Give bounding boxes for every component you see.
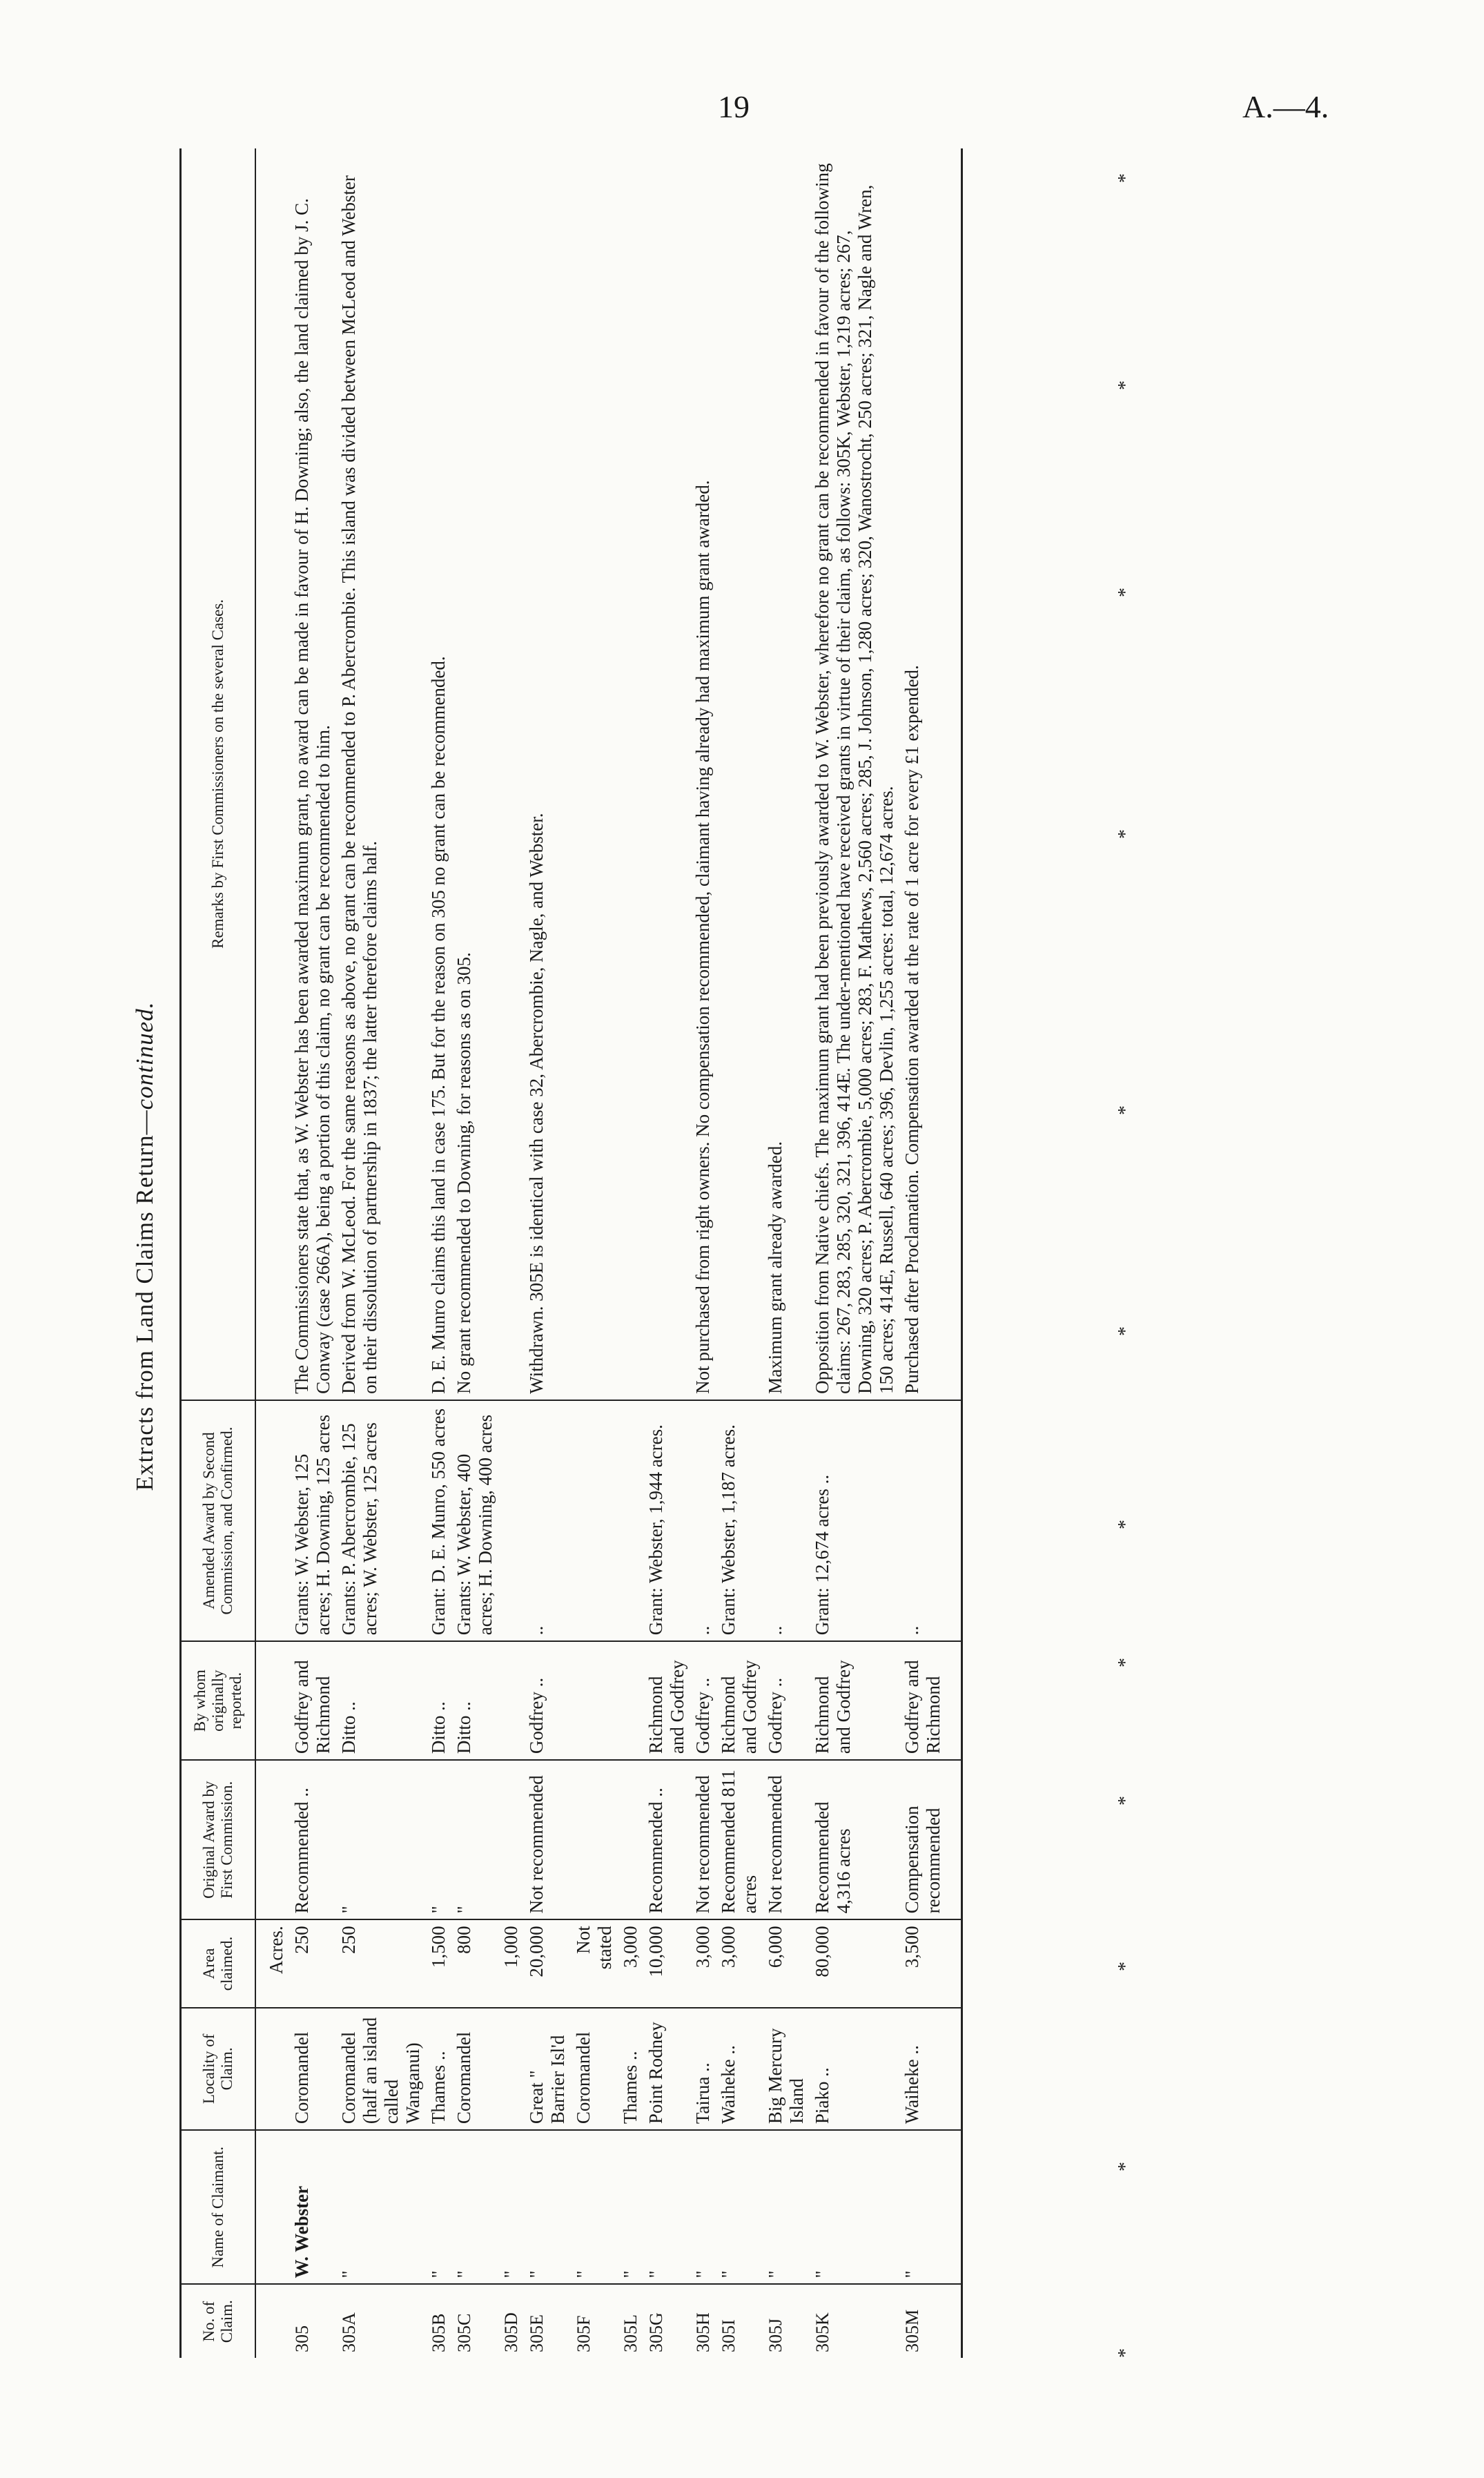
cell-original-award: Recommended 4,316 acres	[810, 1760, 899, 1919]
header-area: Area claimed.	[181, 1919, 256, 2007]
cell-claim-no: 305B	[429, 2313, 449, 2352]
cell-by-whom: Richmond and Godfrey	[643, 1641, 690, 1760]
cell-remarks: Maximum grant already awarded.	[763, 148, 810, 1400]
cell-by-whom: Richmond and Godfrey	[810, 1641, 899, 1760]
cell-original-award: Recommended ..	[289, 1760, 336, 1919]
cell-area: 250	[336, 1919, 426, 2007]
cell-claimant-name: "	[618, 2130, 643, 2284]
area-unit: Acres.	[255, 1919, 289, 2007]
cell-claim-no: 305	[292, 2325, 312, 2352]
asterisk-mark: *	[1115, 2159, 1136, 2171]
cell-claimant-name: "	[716, 2130, 763, 2284]
asterisk-mark: *	[1115, 1517, 1136, 1529]
document-reference: A.—4.	[1242, 89, 1329, 124]
cell-locality: Coromandel	[451, 2008, 498, 2131]
cell-claim-no: 305H	[693, 2312, 713, 2352]
cell-claim-no: 305I	[719, 2319, 739, 2352]
table-row	[810, 148, 899, 2358]
cell-by-whom: Godfrey ..	[690, 1641, 716, 1760]
cell-locality: Big Mercury Island	[763, 2008, 810, 2131]
table-row	[451, 148, 498, 2358]
cell-locality: Thames ..	[618, 2008, 643, 2131]
cell-by-whom: Ditto ..	[451, 1641, 498, 1760]
cell-amended-award: Grants: W. Webster, 125 acres; H. Downing, 125 acres	[289, 1400, 336, 1641]
cell-remarks: Opposition from Native chiefs. The maximum grant had been previously awarded to W. Webster, wherefore no grant can be recommended in favour of the following claims: 267, 283, 285, 320, 321, 396, 414E. The under-mentioned have received grants in virtue of their claim, as follows: 305K, Webster, 1,219 acres; 267, Downing, 320 acres; P. Abercrombie, 5,000 acres; 283, F. Mathews, 2,560 acres; 285, J. Johnson, 1,280 acres; 320, Wanostrocht, 250 acres; 321, Nagle and Wren, 150 acres; 414E, Russell, 640 acres; 396, Devlin, 1,255 acres: total, 12,674 acres.	[810, 148, 899, 1400]
cell-claim-no: 305K	[812, 2312, 832, 2352]
cell-original-award	[618, 1760, 643, 1919]
cell-original-award: Not recommended	[763, 1760, 810, 1919]
cell-claimant-name: "	[763, 2130, 810, 2284]
cell-by-whom: Ditto ..	[426, 1641, 451, 1760]
table-row	[524, 148, 571, 2358]
cell-remarks: D. E. Munro claims this land in case 175. But for the reason on 305 no grant can be recommended.	[426, 148, 451, 1400]
cell-claim-no: 305J	[765, 2318, 785, 2352]
header-remarks: Remarks by First Commissioners on the several Cases.	[181, 148, 256, 1400]
cell-locality: Thames ..	[426, 2008, 451, 2131]
header-locality: Locality of Claim.	[181, 2008, 256, 2131]
cell-area: 250	[289, 1919, 336, 2007]
table-row	[571, 148, 618, 2358]
asterisk-mark: *	[1115, 585, 1136, 597]
cell-locality: Coromandel	[571, 2008, 618, 2131]
header-no: No. of Claim.	[181, 2284, 256, 2358]
cell-locality: Coromandel (half an island called Wanganui)	[336, 2008, 426, 2131]
cell-claim-no: 305L	[621, 2314, 641, 2352]
cell-claim-no: 305C	[454, 2313, 474, 2352]
rotated-page-body	[131, 135, 1146, 2358]
cell-locality: Great " Barrier Isl'd	[524, 2008, 571, 2131]
cell-claimant-name: "	[810, 2130, 899, 2284]
cell-locality: Coromandel	[289, 2008, 336, 2131]
cell-original-award: "	[451, 1760, 498, 1919]
cell-original-award: Not recommended	[524, 1760, 571, 1919]
cell-claimant-name: "	[571, 2130, 618, 2284]
units-row	[255, 148, 289, 2358]
cell-area: 3,500	[899, 1919, 962, 2007]
table-row	[426, 148, 451, 2358]
cell-area: 1,000	[498, 1919, 524, 2007]
header-amended-award: Amended Award by Second Commission, and Confirmed.	[181, 1400, 256, 1641]
table-body	[255, 148, 962, 2358]
cell-locality: Waiheke ..	[716, 2008, 763, 2131]
cell-remarks: Not purchased from right owners. No compensation recommended, claimant having already had maximum grant awarded.	[690, 148, 716, 1400]
table-row	[289, 148, 336, 2358]
cell-area: 10,000	[643, 1919, 690, 2007]
table-row	[716, 148, 763, 2358]
asterisk-mark: *	[1115, 171, 1136, 183]
cell-area: 6,000	[763, 1919, 810, 2007]
asterisk-mark: *	[1115, 826, 1136, 839]
cell-by-whom: Godfrey and Richmond	[899, 1641, 962, 1760]
cell-by-whom: Ditto ..	[336, 1641, 426, 1760]
cell-remarks: Purchased after Proclamation. Compensation awarded at the rate of 1 acre for every £1 expended.	[899, 148, 962, 1400]
cell-claim-no: 305A	[339, 2312, 359, 2352]
cell-original-award: "	[426, 1760, 451, 1919]
land-claims-table	[179, 148, 963, 2358]
table-row	[618, 148, 643, 2358]
table-row	[498, 148, 524, 2358]
cell-remarks	[498, 148, 524, 1400]
cell-locality: Waiheke ..	[899, 2008, 962, 2131]
asterisk-mark: *	[1115, 1655, 1136, 1667]
cell-claim-no: 305G	[646, 2312, 666, 2352]
table-header-row	[181, 148, 256, 2358]
cell-locality	[498, 2008, 524, 2131]
cell-amended-award: Grant: 12,674 acres ..	[810, 1400, 899, 1641]
header-original-award: Original Award by First Commission.	[181, 1760, 256, 1919]
cell-amended-award: Grant: D. E. Munro, 550 acres	[426, 1400, 451, 1641]
cell-amended-award	[571, 1400, 618, 1641]
cell-by-whom: Godfrey and Richmond	[289, 1641, 336, 1760]
cell-area: 80,000	[810, 1919, 899, 2007]
header-name: Name of Claimant.	[181, 2130, 256, 2284]
cell-remarks: Derived from W. McLeod. For the same reasons as above, no grant can be recommended to P. Abercrombie. This island was divided between McLeod and Webster on their dissolution of partnership in 1837; the latter therefore claims half.	[336, 148, 426, 1400]
cell-remarks: The Commissioners state that, as W. Webster has been awarded maximum grant, no award can be made in favour of H. Downing; also, the land claimed by J. C. Conway (case 266A), being a portion of this claim, no grant can be recommended to him.	[289, 148, 336, 1400]
cell-original-award	[498, 1760, 524, 1919]
cell-by-whom	[618, 1641, 643, 1760]
cell-claimant-name: "	[690, 2130, 716, 2284]
cell-amended-award: ..	[763, 1400, 810, 1641]
cell-by-whom	[571, 1641, 618, 1760]
cell-area: Not stated	[571, 1919, 618, 2007]
table-row	[336, 148, 426, 2358]
cell-locality: Tairua ..	[690, 2008, 716, 2131]
cell-claimant-name: "	[451, 2130, 498, 2284]
cell-claim-no: 305M	[902, 2309, 922, 2352]
title-text: Extracts from Land Claims Return—	[131, 1110, 158, 1491]
cell-claimant-name: "	[524, 2130, 571, 2284]
cell-area: 20,000	[524, 1919, 571, 2007]
asterisk-mark: *	[1115, 1103, 1136, 1115]
cell-locality: Point Rodney	[643, 2008, 690, 2131]
cell-locality: Piako ..	[810, 2008, 899, 2131]
cell-remarks: Withdrawn. 305E is identical with case 32, Abercrombie, Nagle, and Webster.	[524, 148, 571, 1400]
cell-claimant-name: "	[336, 2130, 426, 2284]
cell-by-whom: Godfrey ..	[763, 1641, 810, 1760]
cell-amended-award	[618, 1400, 643, 1641]
asterisk-mark: *	[1115, 1793, 1136, 1806]
page-number: 19	[718, 89, 750, 124]
cell-remarks	[618, 148, 643, 1400]
cell-by-whom	[498, 1641, 524, 1760]
cell-claim-no: 305F	[574, 2315, 594, 2352]
cell-amended-award: ..	[899, 1400, 962, 1641]
cell-claim-no: 305D	[501, 2312, 521, 2352]
cell-original-award: "	[336, 1760, 426, 1919]
cell-claimant-name: "	[498, 2130, 524, 2284]
cell-amended-award: Grants: W. Webster, 400 acres; H. Downing, 400 acres	[451, 1400, 498, 1641]
cell-area: 3,000	[690, 1919, 716, 2007]
title-continued: continued.	[131, 1001, 158, 1110]
table-row	[643, 148, 690, 2358]
cell-area: 3,000	[618, 1919, 643, 2007]
cell-amended-award: Grant: Webster, 1,944 acres.	[643, 1400, 690, 1641]
cell-original-award	[571, 1760, 618, 1919]
cell-claimant-name: W. Webster	[289, 2130, 336, 2284]
cell-remarks	[643, 148, 690, 1400]
page-title	[131, 135, 159, 2358]
cell-amended-award: Grant: Webster, 1,187 acres.	[716, 1400, 763, 1641]
cell-amended-award: ..	[690, 1400, 716, 1641]
asterisk-mark: *	[1115, 1324, 1136, 1336]
table-row	[690, 148, 716, 2358]
cell-amended-award: ..	[524, 1400, 571, 1641]
cell-remarks: No grant recommended to Downing, for reasons as on 305.	[451, 148, 498, 1400]
cell-area: 3,000	[716, 1919, 763, 2007]
cell-claim-no: 305E	[527, 2314, 547, 2352]
cell-area: 800	[451, 1919, 498, 2007]
asterisk-mark: *	[1115, 2345, 1136, 2358]
cell-amended-award	[498, 1400, 524, 1641]
asterisk-mark: *	[1115, 378, 1136, 390]
cell-area: 1,500	[426, 1919, 451, 2007]
cell-claimant-name: "	[899, 2130, 962, 2284]
table-row	[899, 148, 962, 2358]
cell-claimant-name: "	[426, 2130, 451, 2284]
cell-remarks	[571, 148, 618, 1400]
cell-amended-award: Grants: P. Abercrombie, 125 acres; W. Webster, 125 acres	[336, 1400, 426, 1641]
cell-original-award: Not recommended	[690, 1760, 716, 1919]
cell-original-award: Recommended 811 acres	[716, 1760, 763, 1919]
cell-original-award: Recommended ..	[643, 1760, 690, 1919]
cell-original-award: Compensation recommended	[899, 1760, 962, 1919]
cell-claimant-name: "	[643, 2130, 690, 2284]
asterisk-mark: *	[1115, 1959, 1136, 1971]
cell-remarks	[716, 148, 763, 1400]
header-by-whom: By whom originally reported.	[181, 1641, 256, 1760]
cell-by-whom: Richmond and Godfrey	[716, 1641, 763, 1760]
cell-by-whom: Godfrey ..	[524, 1641, 571, 1760]
table-row	[763, 148, 810, 2358]
